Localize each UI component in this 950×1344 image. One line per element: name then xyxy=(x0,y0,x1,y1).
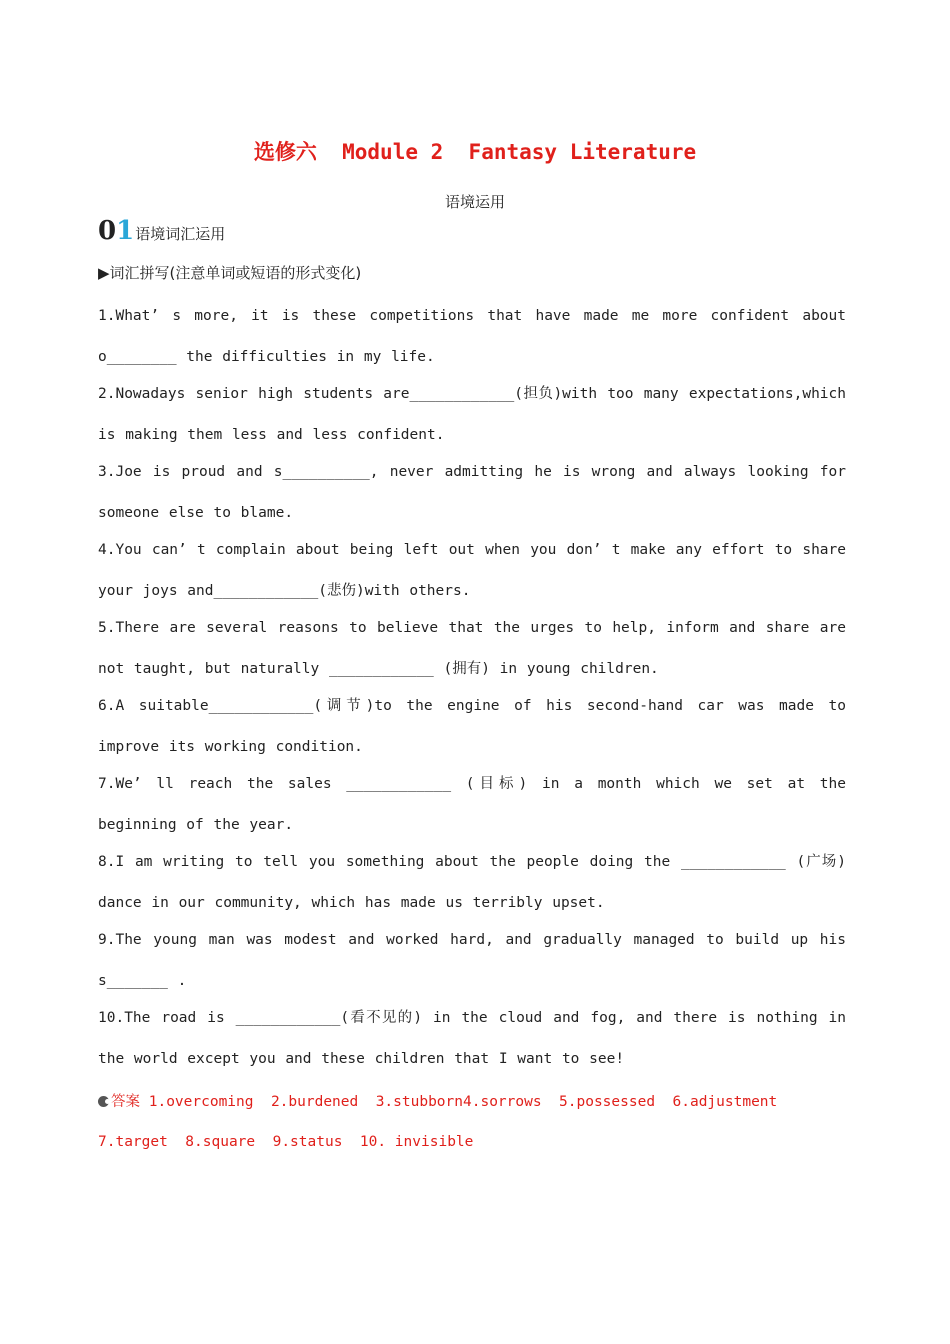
answer-line-2: 7.target 8.square 9.status 10. invisible xyxy=(98,1134,474,1150)
section-number-digit-2: 1 xyxy=(116,216,135,246)
answer-label: 答案 xyxy=(111,1094,140,1110)
question-item: 10.The road is ____________(看不见的) in the cloud and fog, and there is nothing in the world except you and these children that I want to see! xyxy=(98,1010,846,1067)
question-item: 8.I am writing to tell you something about the people doing the ____________ (广场) dance in our community, which has made us terribly upset. xyxy=(98,854,846,911)
section-number-digit-1: 0 xyxy=(98,216,117,246)
answer-block xyxy=(98,1082,858,1162)
question-item: 4.You can’ t complain about being left out when you don’ t make any effort to share your joys and____________(悲伤)with others. xyxy=(98,542,846,599)
question-item: 5.There are several reasons to believe that the urges to help, inform and share are not taught, but naturally ____________ (拥有) in young children. xyxy=(98,620,846,677)
page-subtitle: 语境运用 xyxy=(444,193,505,211)
question-item: 9.The young man was modest and worked hard, and gradually managed to build up his s_______ . xyxy=(98,932,846,989)
question-item: 3.Joe is proud and s__________, never admitting he is wrong and always looking for someone else to blame. xyxy=(98,464,846,521)
question-item: 7.We’ ll reach the sales ____________ (目标) in a month which we set at the beginning of the year. xyxy=(98,776,846,833)
question-list xyxy=(98,296,846,1076)
section-header xyxy=(98,216,225,246)
instruction-text: ▶词汇拼写(注意单词或短语的形式变化) xyxy=(98,264,362,282)
question-item: 2.Nowadays senior high students are____________(担负)with too many expectations,which is making them less and less confident. xyxy=(98,386,846,443)
answer-text-1: 1.overcoming 2.burdened 3.stubborn4.sorrows 5.possessed 6.adjustment xyxy=(140,1094,778,1110)
question-item: 6.A suitable____________(调节)to the engine of his second-hand car was made to improve its working condition. xyxy=(98,698,846,755)
answer-line-1 xyxy=(98,1082,858,1122)
question-item: 1.What’ s more, it is these competitions that have made me more confident about o________ the difficulties in my life. xyxy=(98,308,846,365)
section-title: 语境词汇运用 xyxy=(135,225,226,243)
page-title: 选修六 Module 2 Fantasy Literature xyxy=(253,140,697,164)
answer-marker-icon xyxy=(98,1096,109,1107)
section-number xyxy=(98,216,134,246)
